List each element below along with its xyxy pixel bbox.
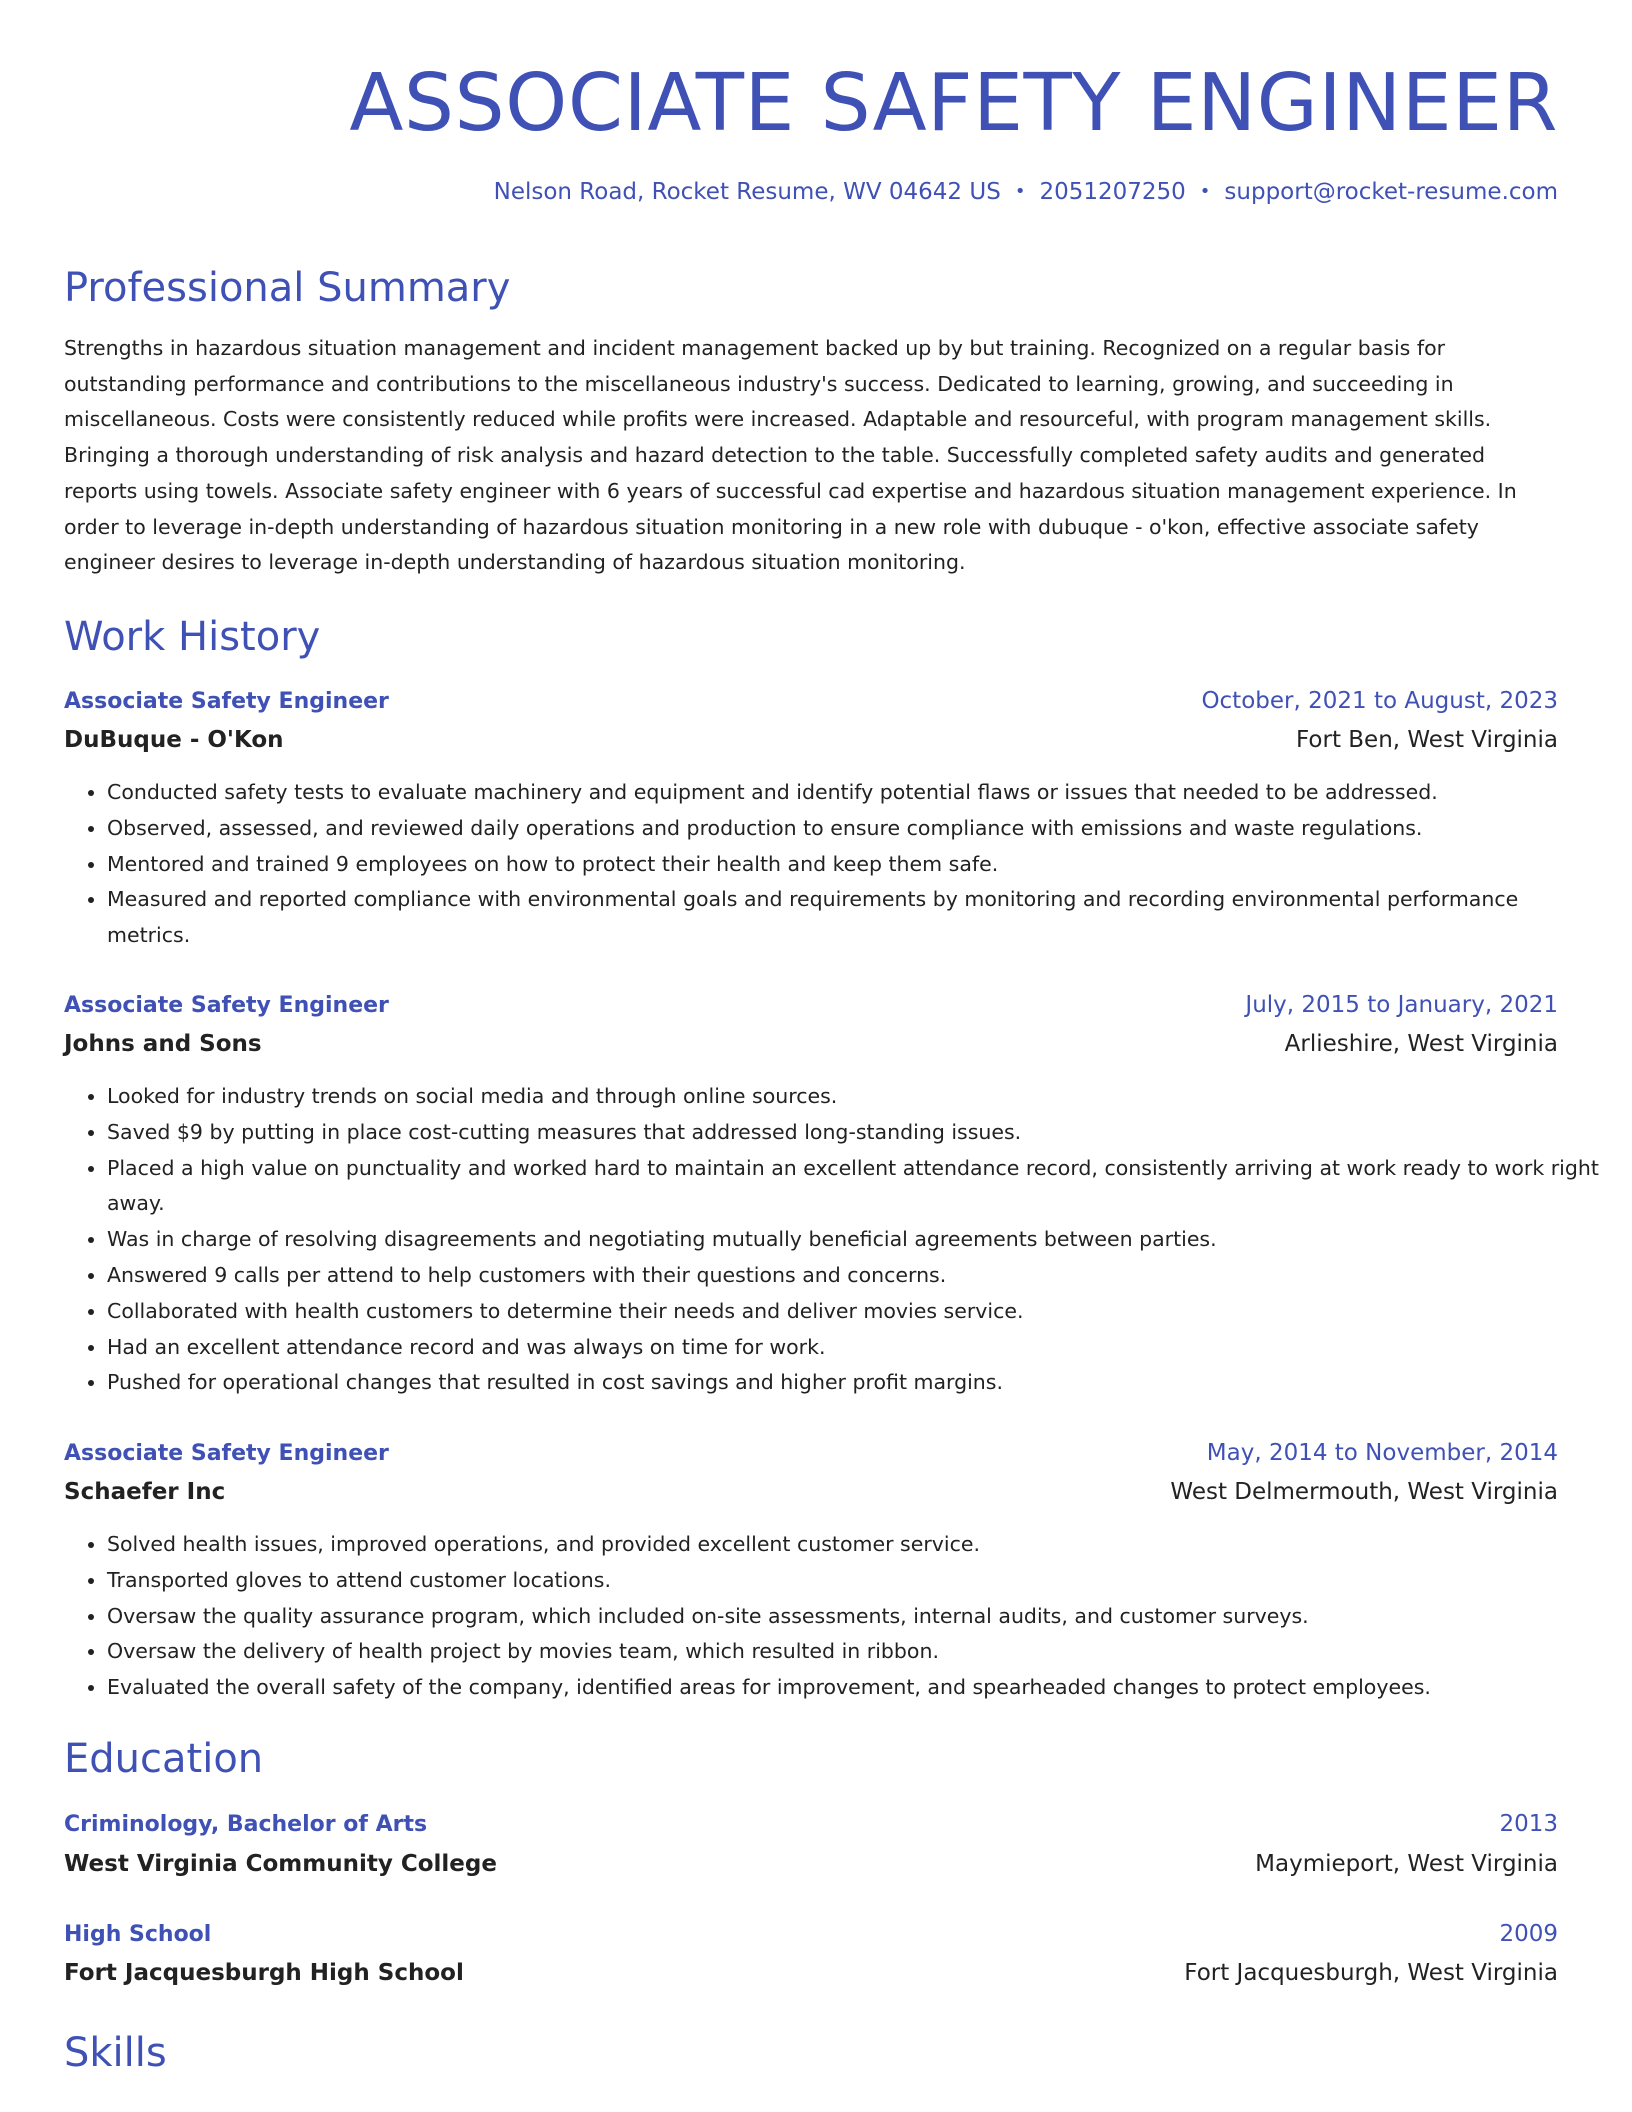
education-year: 2013	[1499, 1811, 1558, 1837]
job-company-row	[64, 1033, 1558, 1056]
job-dates: October, 2021 to August, 2023	[1201, 688, 1558, 714]
job-bullet: • Looked for industry trends on social media and through online sources.	[107, 1079, 1601, 1115]
education-school-row	[64, 1962, 1558, 1985]
section-heading-education: Education	[64, 1736, 264, 1782]
job-company: DuBuque - O'Kon	[64, 727, 284, 753]
job-company: Schaefer Inc	[64, 1479, 226, 1505]
job-bullet: • Mentored and trained 9 employees on how to protect their health and keep them safe.	[107, 847, 1601, 883]
job-bullet: • Saved $9 by putting in place cost-cutting measures that addressed long-standing issues.	[107, 1115, 1601, 1151]
job-bullet: • Transported gloves to attend customer locations.	[107, 1563, 1601, 1599]
job-bullet: • Observed, assessed, and reviewed daily operations and production to ensure compliance with emissions and waste regulations.	[107, 811, 1601, 847]
job-company-row	[64, 729, 1558, 752]
job-bullet: • Measured and reported compliance with environmental goals and requirements by monitoring and recording environmental performance metrics.	[107, 882, 1601, 954]
job-location: West Delmermouth, West Virginia	[1170, 1479, 1558, 1505]
section-heading-work-history: Work History	[64, 614, 321, 660]
job-bullet: • Oversaw the quality assurance program, which included on-site assessments, internal audits, and customer surveys.	[107, 1599, 1601, 1635]
contact-email: support@rocket-resume.com	[1224, 179, 1558, 205]
section-heading-summary: Professional Summary	[64, 265, 511, 311]
job-bullet: • Conducted safety tests to evaluate machinery and equipment and identify potential flaws or issues that needed to be addressed.	[107, 775, 1601, 811]
job-header	[64, 994, 1558, 1017]
job-bullet: • Was in charge of resolving disagreements and negotiating mutually beneficial agreements between parties.	[107, 1222, 1601, 1258]
job-role: Associate Safety Engineer	[64, 689, 389, 714]
job-bullet: • Pushed for operational changes that resulted in cost savings and higher profit margins.	[107, 1365, 1601, 1401]
job-bullets	[64, 775, 1601, 954]
job-dates: July, 2015 to January, 2021	[1245, 992, 1558, 1018]
job-company: Johns and Sons	[64, 1031, 262, 1057]
education-header	[64, 1923, 1558, 1946]
job-company-row	[64, 1481, 1558, 1504]
education-school-row	[64, 1853, 1558, 1876]
job-bullet: • Collaborated with health customers to determine their needs and deliver movies service.	[107, 1294, 1601, 1330]
contact-phone: 2051207250	[1039, 179, 1186, 205]
job-bullets	[64, 1527, 1601, 1706]
job-header	[64, 690, 1558, 713]
job-bullets	[64, 1079, 1601, 1401]
education-location: Fort Jacquesburgh, West Virginia	[1184, 1960, 1558, 1986]
job-location: Fort Ben, West Virginia	[1296, 727, 1558, 753]
job-bullet: • Placed a high value on punctuality and worked hard to maintain an excellent attendance record, consistently arriving at work ready to work right away.	[107, 1151, 1601, 1223]
contact-address: Nelson Road, Rocket Resume, WV 04642 US	[493, 179, 1001, 205]
education-school: West Virginia Community College	[64, 1851, 497, 1877]
job-location: Arlieshire, West Virginia	[1284, 1031, 1558, 1057]
resume-content	[64, 0, 1599, 2076]
education-degree: Criminology, Bachelor of Arts	[64, 1812, 428, 1837]
education-header	[64, 1813, 1558, 1836]
contact-separator: •	[1199, 181, 1211, 202]
job-bullet: • Had an excellent attendance record and was always on time for work.	[107, 1330, 1601, 1366]
contact-separator: •	[1014, 181, 1026, 202]
job-bullet: • Solved health issues, improved operations, and provided excellent customer service.	[107, 1527, 1601, 1563]
job-bullet: • Answered 9 calls per attend to help customers with their questions and concerns.	[107, 1258, 1601, 1294]
job-bullet: • Oversaw the delivery of health project by movies team, which resulted in ribbon.	[107, 1634, 1601, 1670]
education-degree: High School	[64, 1922, 212, 1947]
education-year: 2009	[1499, 1921, 1558, 1947]
education-location: Maymieport, West Virginia	[1255, 1851, 1558, 1877]
job-bullet: • Evaluated the overall safety of the company, identified areas for improvement, and spearheaded changes to protect employees.	[107, 1670, 1601, 1706]
job-dates: May, 2014 to November, 2014	[1206, 1440, 1558, 1466]
summary-text: Strengths in hazardous situation management and incident management backed up by but training. Recognized on a regular basis for outstanding performance and contributions to the miscellaneous industry's success. Dedicated to learning, growing, and succeeding in miscellaneous. Costs were consistently reduced while profits were increased. Adaptable and resourceful, with program management skills. Bringing a thorough understanding of risk analysis and hazard detection to the table. Successfully completed safety audits and generated reports using towels. Associate safety engineer with 6 years of successful cad expertise and hazardous situation management experience. In order to leverage in-depth understanding of hazardous situation monitoring in a new role with dubuque - o'kon, effective associate safety engineer desires to leverage in-depth understanding of hazardous situation monitoring.	[64, 336, 1517, 575]
education-school: Fort Jacquesburgh High School	[64, 1960, 464, 1986]
job-role: Associate Safety Engineer	[64, 1441, 389, 1466]
job-header	[64, 1442, 1558, 1465]
resume-title: ASSOCIATE SAFETY ENGINEER	[349, 57, 1558, 149]
contact-line	[64, 181, 1558, 204]
section-heading-skills: Skills	[64, 2030, 167, 2076]
job-role: Associate Safety Engineer	[64, 993, 389, 1018]
